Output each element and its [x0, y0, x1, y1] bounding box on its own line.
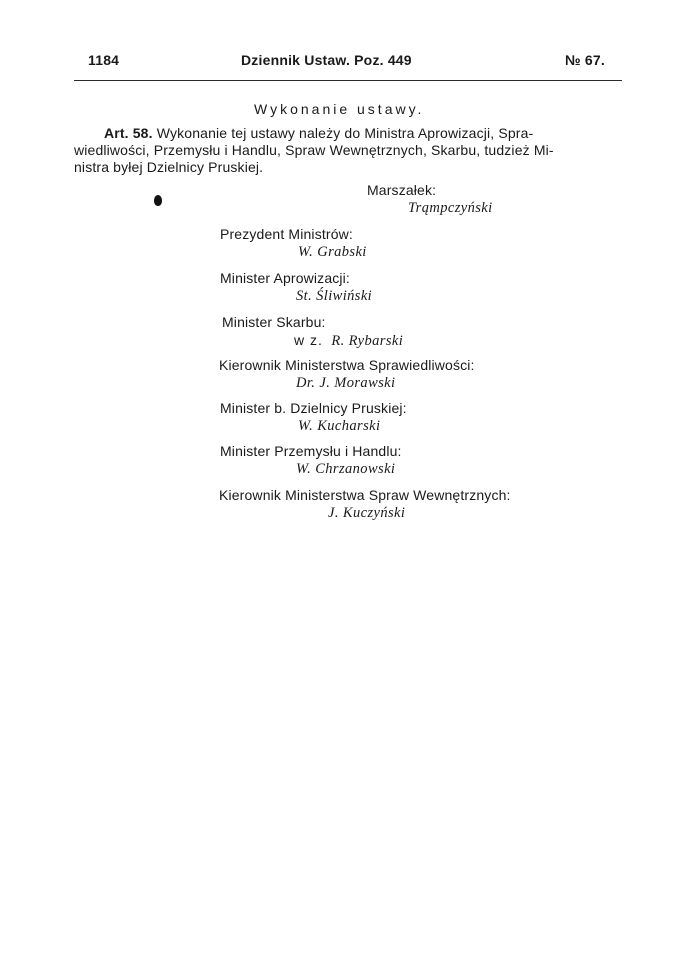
- signatory-role: Minister b. Dzielnicy Pruskiej:: [220, 400, 407, 416]
- signatory-name: W. Chrzanowski: [296, 461, 396, 477]
- signatory-name: W. Kucharski: [298, 418, 381, 434]
- page-number: 1184: [88, 52, 120, 68]
- deputy-prefix: w z.: [294, 332, 323, 348]
- signatory-name: W. Grabski: [298, 244, 367, 260]
- signatory-role: Minister Przemysłu i Handlu:: [220, 443, 402, 459]
- signatory-name-line: [294, 332, 403, 350]
- section-title: Wykonanie ustawy.: [254, 101, 425, 117]
- header-rule: [74, 80, 622, 81]
- article-text-1: Wykonanie tej ustawy należy do Ministra Aprowizacji, Spra-: [156, 125, 534, 141]
- signatory-role: Marszałek:: [367, 182, 437, 198]
- signatory-role: Minister Skarbu:: [222, 314, 326, 330]
- ink-blot: [154, 195, 162, 206]
- signatory-role: Kierownik Ministerstwa Spraw Wewnętrznych:: [219, 487, 511, 503]
- journal-title: Dziennik Ustaw. Poz. 449: [241, 52, 412, 68]
- signatory-name: J. Kuczyński: [328, 505, 406, 521]
- signatory-name: Dr. J. Morawski: [296, 375, 396, 391]
- signatory-role: Minister Aprowizacji:: [220, 270, 350, 286]
- signatory-role: Kierownik Ministerstwa Sprawiedliwości:: [219, 357, 475, 373]
- article-label: Art. 58.: [104, 125, 153, 141]
- signatory-name: Trąmpczyński: [408, 200, 493, 216]
- article-line-2: wiedliwości, Przemysłu i Handlu, Spraw Wewnętrznych, Skarbu, tudzież Mi-: [74, 142, 554, 158]
- signatory-role: Prezydent Ministrów:: [220, 226, 353, 242]
- signatory-name: St. Śliwiński: [296, 288, 373, 304]
- issue-number: № 67.: [565, 52, 605, 68]
- article-line-1: [104, 125, 533, 141]
- article-line-3: nistra byłej Dzielnicy Pruskiej.: [74, 159, 264, 175]
- signatory-name: R. Rybarski: [331, 333, 404, 349]
